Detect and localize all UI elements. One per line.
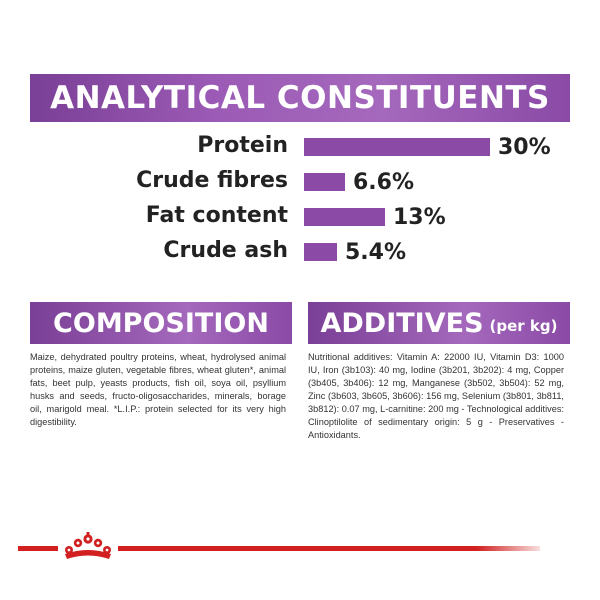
analytical-constituents-title: ANALYTICAL CONSTITUENTS <box>50 80 550 116</box>
constituent-label: Fat content <box>145 203 288 228</box>
analytical-constituents-banner <box>30 74 570 122</box>
constituent-value: 30% <box>498 134 551 160</box>
constituent-bar <box>304 208 385 226</box>
constituent-label: Protein <box>197 133 288 158</box>
constituent-bar <box>304 243 337 261</box>
constituents-chart <box>0 131 600 271</box>
footer-line-right <box>118 546 540 551</box>
crown-icon <box>60 532 116 560</box>
constituent-bar <box>304 173 345 191</box>
constituent-bar <box>304 138 490 156</box>
composition-title: COMPOSITION <box>53 307 269 339</box>
constituent-value: 5.4% <box>345 239 407 265</box>
additives-header <box>308 302 570 344</box>
composition-text: Maize, dehydrated poultry proteins, wheat, hydrolysed animal proteins, maize gluten, vegetable fibres, wheat gluten*, animal fats, beet pulp, yeasts products, fish oil, soya oil, psyllium husks and seeds, fructo-oligosaccharides, minerals, borage oil, marigold meal. *L.I.P.: protein selected for its very high digestibility. <box>30 352 286 427</box>
constituent-label: Crude ash <box>163 238 288 263</box>
additives-subtitle: (per kg) <box>489 317 558 335</box>
constituent-row <box>0 166 600 201</box>
constituent-label: Crude fibres <box>136 168 288 193</box>
constituent-row <box>0 131 600 166</box>
constituent-value: 6.6% <box>353 169 415 195</box>
constituent-row <box>0 201 600 236</box>
constituent-value: 13% <box>393 204 446 230</box>
composition-header <box>30 302 292 344</box>
footer-line-left <box>18 546 58 551</box>
constituent-row <box>0 236 600 271</box>
additives-text: Nutritional additives: Vitamin A: 22000 IU, Vitamin D3: 1000 IU, Iron (3b103): 40 mg, Iodine (3b201, 3b202): 4 mg, Copper (3b405, 3b406): 12 mg, Manganese (3b502, 3b504): 52 mg, Zinc (3b603, 3b605, 3b606): 156 mg, Selenium (3b801, 3b811, 3b812): 0.07 mg, L-carnitine: 200 mg - Technological additives: Clinoptilolite of sedimentary origin: 5 g - Preservatives - Antioxidants. <box>308 352 564 440</box>
additives-title: ADDITIVES <box>320 307 484 339</box>
